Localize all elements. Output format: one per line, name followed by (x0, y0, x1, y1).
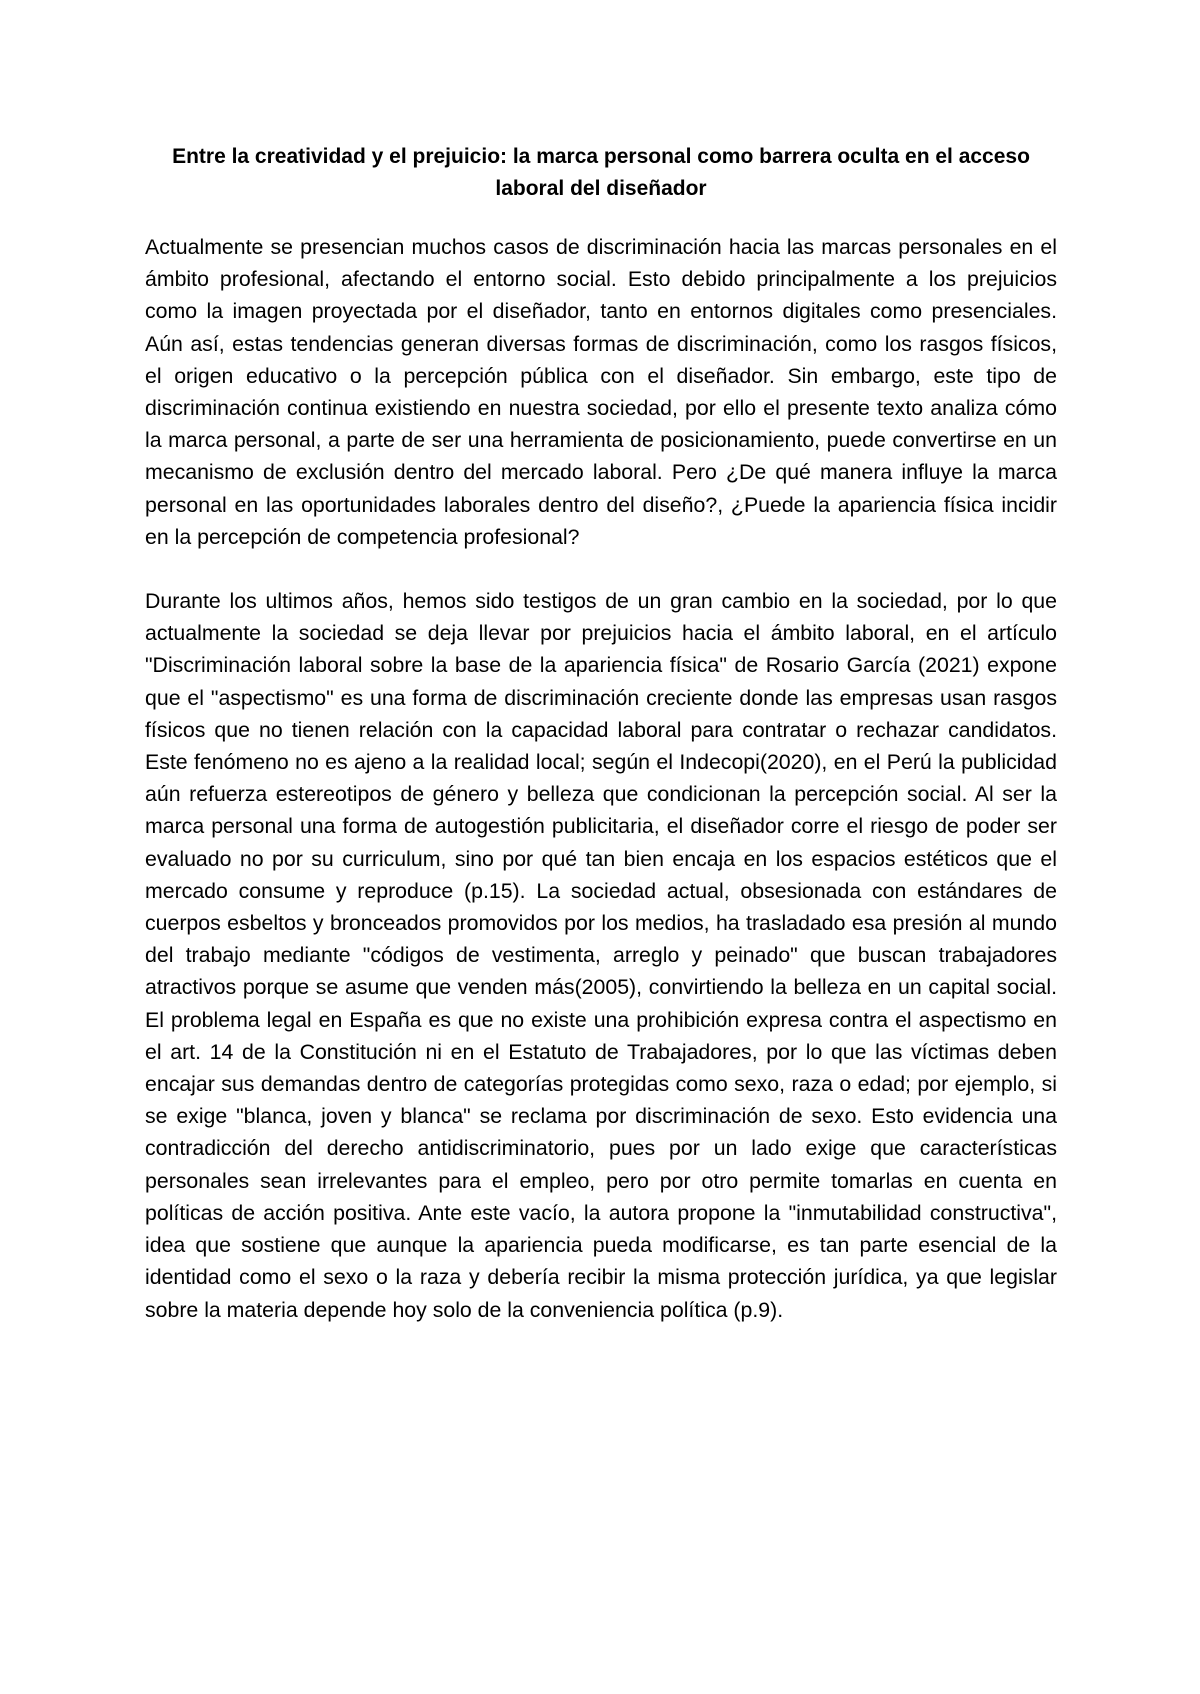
document-body (145, 141, 1057, 1326)
body-paragraph-1: Actualmente se presencian muchos casos de discriminación hacia las marcas personales en el ámbito profesional, afectando el entorno social. Esto debido principalmente a los prejuicios como la imagen proyectada por el diseñador, tanto en entornos digitales como presenciales. Aún así, estas tendencias generan diversas formas de discriminación, como los rasgos físicos, el origen educativo o la percepción pública con el diseñador. Sin embargo, este tipo de discriminación continua existiendo en nuestra sociedad, por ello el presente texto analiza cómo la marca personal, a parte de ser una herramienta de posicionamiento, puede convertirse en un mecanismo de exclusión dentro del mercado laboral. Pero ¿De qué manera influye la marca personal en las oportunidades laborales dentro del diseño?, ¿Puede la apariencia física incidir en la percepción de competencia profesional? (145, 235, 1057, 549)
document-title: Entre la creatividad y el prejuicio: la marca personal como barrera oculta en el acceso laboral del diseñador (172, 145, 1030, 200)
body-paragraph-2: Durante los ultimos años, hemos sido testigos de un gran cambio en la sociedad, por lo que actualmente la sociedad se deja llevar por prejuicios hacia el ámbito laboral, en el artículo "Discriminación laboral sobre la base de la apariencia física" de Rosario García (2021) expone que el "aspectismo" es una forma de discriminación creciente donde las empresas usan rasgos físicos que no tienen relación con la capacidad laboral para contratar o rechazar candidatos. Este fenómeno no es ajeno a la realidad local; según el Indecopi(2020), en el Perú la publicidad aún refuerza estereotipos de género y belleza que condicionan la percepción social. Al ser la marca personal una forma de autogestión publicitaria, el diseñador corre el riesgo de poder ser evaluado no por su curriculum, sino por qué tan bien encaja en los espacios estéticos que el mercado consume y reproduce (p.15). La sociedad actual, obsesionada con estándares de cuerpos esbeltos y bronceados promovidos por los medios, ha trasladado esa presión al mundo del trabajo mediante "códigos de vestimenta, arreglo y peinado" que buscan trabajadores atractivos porque se asume que venden más(2005), convirtiendo la belleza en un capital social. El problema legal en España es que no existe una prohibición expresa contra el aspectismo en el art. 14 de la Constitución ni en el Estatuto de Trabajadores, por lo que las víctimas deben encajar sus demandas dentro de categorías protegidas como sexo, raza o edad; por ejemplo, si se exige "blanca, joven y blanca" se reclama por discriminación de sexo. Esto evidencia una contradicción del derecho antidiscriminatorio, pues por un lado exige que características personales sean irrelevantes para el empleo, pero por otro permite tomarlas en cuenta en políticas de acción positiva. Ante este vacío, la autora propone la "inmutabilidad constructiva", idea que sostiene que aunque la apariencia pueda modificarse, es tan parte esencial de la identidad como el sexo o la raza y debería recibir la misma protección jurídica, ya que legislar sobre la materia depende hoy solo de la conveniencia política (p.9). (145, 589, 1057, 1322)
